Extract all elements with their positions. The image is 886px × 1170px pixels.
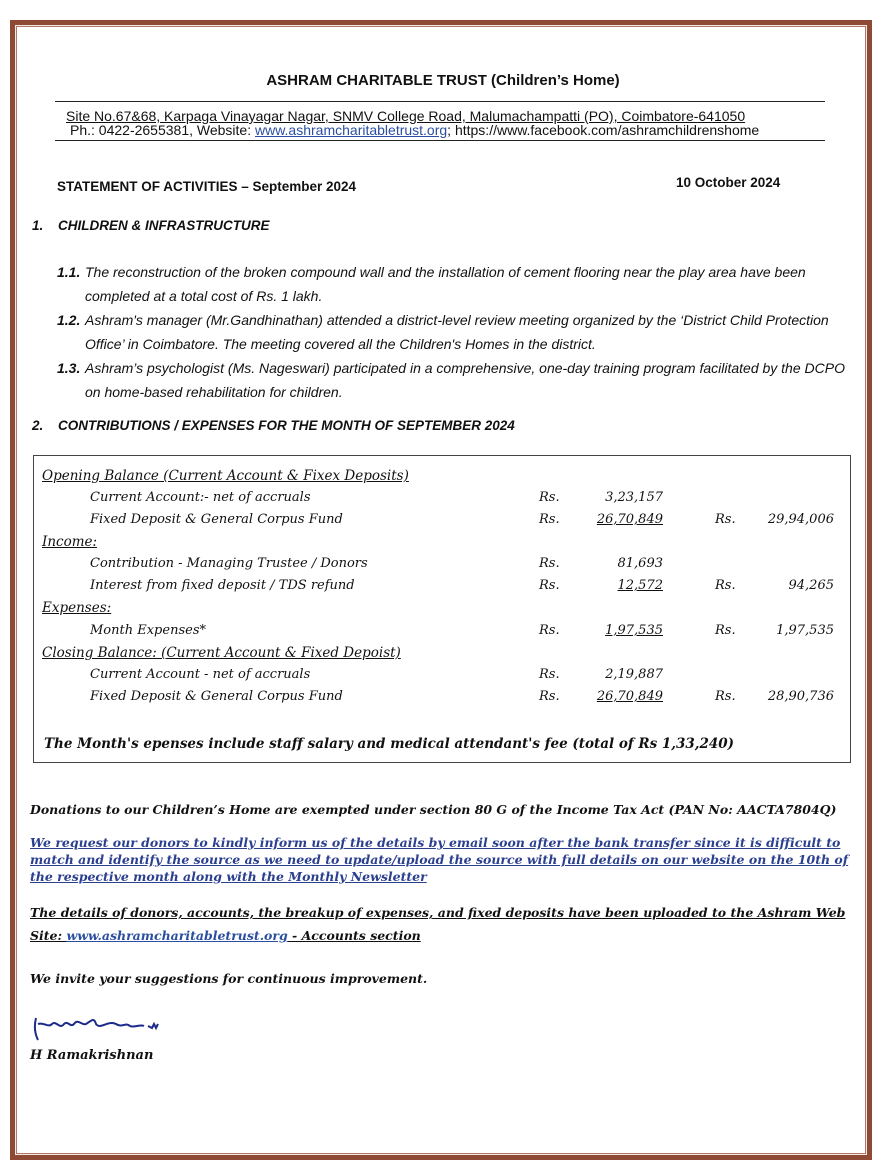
row-total: 29,94,006 [767, 512, 834, 527]
website-link-footer[interactable]: www.ashramcharitabletrust.org [66, 928, 288, 943]
row-amount: 12,572 [617, 578, 663, 593]
header-rule-bottom [55, 140, 825, 141]
website-link[interactable]: www.ashramcharitabletrust.org [254, 122, 448, 138]
expenses-heading: Expenses: [42, 600, 112, 616]
item-text: The reconstruction of the broken compound wall and the installation of cement flooring near the play area have been completed at a total cost of Rs. 1 lakh. [85, 264, 806, 304]
currency: Rs. [715, 578, 736, 593]
section-1-number: 1. [32, 218, 44, 233]
item-text: Ashram’s psychologist (Ms. Nageswari) participated in a comprehensive, one-day training program facilitated by the DCPO on home-based rehabilitation for children. [85, 360, 845, 400]
statement-date: 10 October 2024 [676, 175, 781, 190]
row-amount: 2,19,887 [605, 667, 663, 682]
currency: Rs. [539, 490, 560, 505]
signatory-name: H Ramakrishnan [30, 1048, 154, 1063]
row-amount: 81,693 [617, 556, 663, 571]
row-total: 1,97,535 [776, 623, 834, 638]
opening-heading: Opening Balance (Current Account & Fixex Deposits) [42, 468, 409, 484]
section-1-items [57, 260, 857, 404]
section-2-heading [32, 418, 515, 433]
expense-note: The Month's epenses include staff salary and medical attendant's fee (total of Rs 1,33,240) [44, 736, 735, 752]
list-item [57, 260, 857, 308]
details-note [30, 901, 850, 947]
row-label: Fixed Deposit & General Corpus Fund [90, 689, 343, 704]
table-row [34, 667, 850, 689]
signature-image [30, 1012, 170, 1051]
currency: Rs. [715, 512, 736, 527]
income-heading: Income: [42, 534, 98, 550]
currency: Rs. [539, 512, 560, 527]
item-number: 1.3. [57, 360, 81, 376]
phone-text: Ph.: 0422-2655381, Website: [70, 122, 255, 138]
item-text: Ashram's manager (Mr.Gandhinathan) attended a district-level review meeting organized by the ‘District Child Protection Office’ in Coimbatore. The meeting covered all the Children's Homes in the district. [85, 312, 829, 352]
row-label: Fixed Deposit & General Corpus Fund [90, 512, 343, 527]
currency: Rs. [539, 623, 560, 638]
org-title: ASHRAM CHARITABLE TRUST (Children’s Home) [266, 72, 620, 89]
row-amount: 3,23,157 [605, 490, 663, 505]
table-row [34, 689, 850, 711]
row-total: 28,90,736 [767, 689, 834, 704]
row-amount: 26,70,849 [596, 512, 663, 527]
currency: Rs. [715, 623, 736, 638]
list-item [57, 308, 857, 356]
currency: Rs. [539, 667, 560, 682]
row-label: Contribution - Managing Trustee / Donors [90, 556, 368, 571]
details-suffix: - Accounts section [287, 928, 421, 943]
row-total: 94,265 [788, 578, 834, 593]
table-row [34, 556, 850, 578]
tax-exemption-note: Donations to our Children’s Home are exempted under section 80 G of the Income Tax Act (PAN No: AACTA7804Q) [30, 802, 837, 817]
details-text: The details of donors, accounts, the breakup of expenses, and fixed deposits have been uploaded to the Ashram Web Site: [30, 905, 846, 943]
currency: Rs. [715, 689, 736, 704]
item-number: 1.2. [57, 312, 81, 328]
address: Site No.67&68, Karpaga Vinayagar Nagar, SNMV College Road, Malumachampatti (PO), Coimbatore-641050 [66, 108, 746, 124]
row-label: Current Account:- net of accruals [90, 490, 311, 505]
section-2-title: CONTRIBUTIONS / EXPENSES FOR THE MONTH OF SEPTEMBER 2024 [58, 418, 515, 433]
currency: Rs. [539, 578, 560, 593]
contact-line [70, 122, 759, 138]
table-row [34, 623, 850, 645]
statement-title: STATEMENT OF ACTIVITIES – September 2024 [57, 179, 357, 194]
list-item [57, 356, 857, 404]
section-1-heading [32, 218, 270, 233]
row-amount: 1,97,535 [605, 623, 663, 638]
table-row [34, 490, 850, 512]
currency: Rs. [539, 689, 560, 704]
item-number: 1.1. [57, 264, 81, 280]
closing-heading: Closing Balance: (Current Account & Fixed Depoist) [42, 645, 401, 661]
currency: Rs. [539, 556, 560, 571]
donor-request-note: We request our donors to kindly inform us of the details by email soon after the bank transfer since it is difficult to match and identify the source as we need to update/upload the source with full details on our website on the 10th of the respective month along with the Monthly Newsletter [30, 835, 849, 884]
separator: ; [447, 122, 455, 138]
row-amount: 26,70,849 [596, 689, 663, 704]
row-label: Interest from fixed deposit / TDS refund [90, 578, 355, 593]
table-row [34, 578, 850, 600]
table-row [34, 512, 850, 534]
section-1-title: CHILDREN & INFRASTRUCTURE [58, 218, 270, 233]
section-2-number: 2. [32, 418, 44, 433]
facebook-link[interactable]: https://www.facebook.com/ashramchildrenshome [454, 122, 760, 138]
row-label: Current Account - net of accruals [90, 667, 311, 682]
header-rule-top [55, 101, 825, 102]
invite-note: We invite your suggestions for continuous improvement. [30, 971, 428, 986]
row-label: Month Expenses* [90, 623, 206, 638]
financial-summary-box [33, 455, 851, 763]
